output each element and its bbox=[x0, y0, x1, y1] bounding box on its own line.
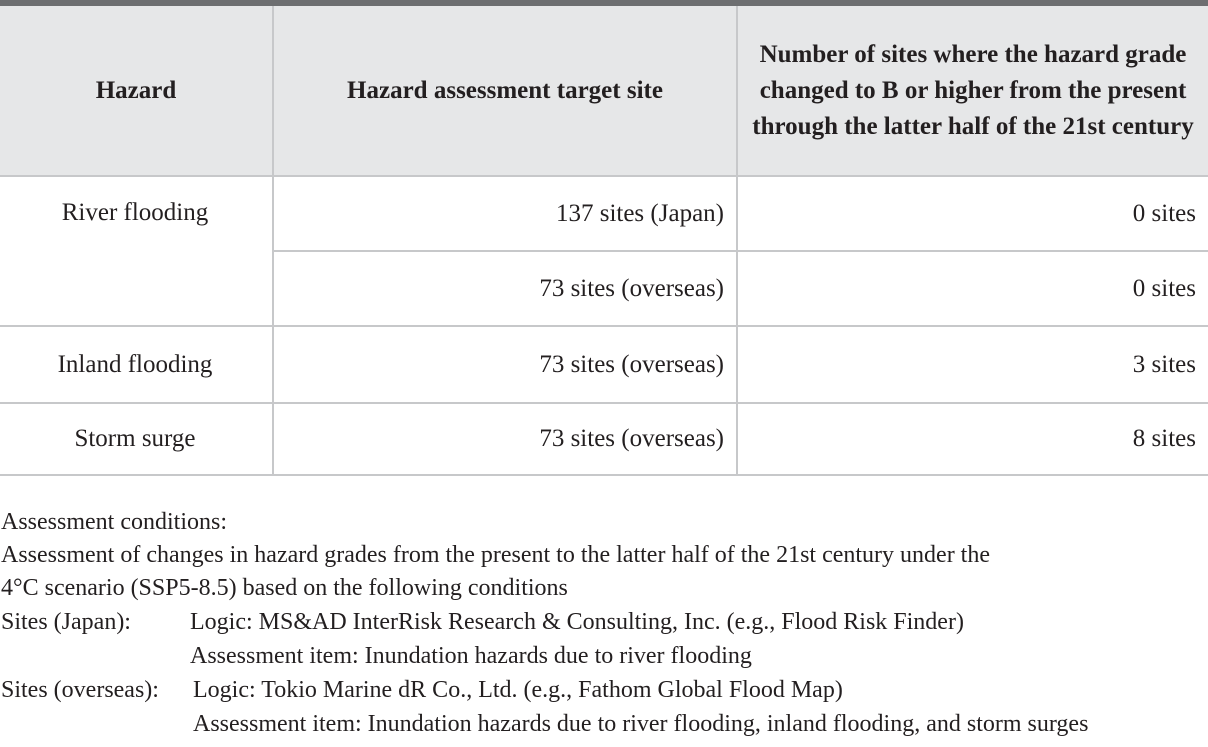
table-row bbox=[0, 176, 1208, 251]
notes-description-line2: 4°C scenario (SSP5-8.5) based on the following conditions bbox=[1, 575, 568, 601]
target-site-cell: 73 sites (overseas) bbox=[273, 403, 737, 475]
japan-assessment-item: Assessment item: Inundation hazards due to river flooding bbox=[190, 643, 752, 669]
overseas-sites-label: Sites (overseas): bbox=[1, 677, 159, 703]
overseas-logic: Logic: Tokio Marine dR Co., Ltd. (e.g., Fathom Global Flood Map) bbox=[193, 677, 843, 703]
hazard-cell: Storm surge bbox=[0, 403, 273, 475]
hazard-cell: Inland flooding bbox=[0, 326, 273, 403]
header-changed-sites: Number of sites where the hazard grade changed to B or higher from the present through the latter half of the 21st century bbox=[737, 6, 1208, 176]
header-hazard: Hazard bbox=[0, 6, 273, 176]
target-site-cell: 73 sites (overseas) bbox=[273, 251, 737, 326]
target-site-cell: 73 sites (overseas) bbox=[273, 326, 737, 403]
target-site-cell: 137 sites (Japan) bbox=[273, 176, 737, 251]
japan-sites-row bbox=[1, 605, 1208, 639]
count-cell: 0 sites bbox=[737, 251, 1208, 326]
table-header-row bbox=[0, 6, 1208, 176]
assessment-notes bbox=[1, 505, 1208, 741]
notes-description-line1: Assessment of changes in hazard grades from the present to the latter half of the 21st century under the bbox=[1, 542, 991, 568]
overseas-sites-row bbox=[1, 673, 1208, 707]
count-cell: 0 sites bbox=[737, 176, 1208, 251]
header-target-site: Hazard assessment target site bbox=[273, 6, 737, 176]
overseas-assessment-item: Assessment item: Inundation hazards due to river flooding, inland flooding, and storm surges bbox=[193, 711, 1089, 737]
count-cell: 8 sites bbox=[737, 403, 1208, 475]
notes-title: Assessment conditions: bbox=[1, 509, 227, 535]
hazard-table bbox=[0, 6, 1208, 476]
japan-logic: Logic: MS&AD InterRisk Research & Consulting, Inc. (e.g., Flood Risk Finder) bbox=[190, 609, 964, 635]
hazard-cell: River flooding bbox=[0, 176, 273, 326]
count-cell: 3 sites bbox=[737, 326, 1208, 403]
table-row bbox=[0, 403, 1208, 475]
japan-sites-label: Sites (Japan): bbox=[1, 609, 131, 635]
table-row bbox=[0, 326, 1208, 403]
